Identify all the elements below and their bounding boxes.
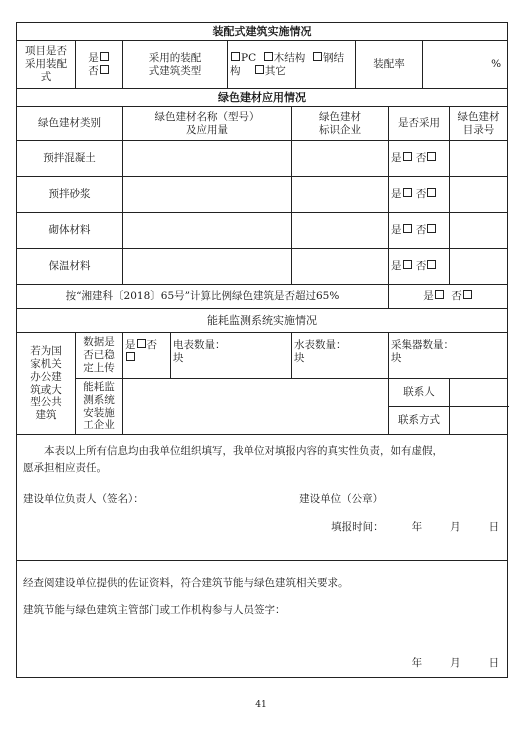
install-company-label: 能耗监 测系统 安装施 工企业 [76, 379, 123, 435]
adopted-no-checkbox[interactable] [427, 260, 436, 269]
prefab-type-options: PC 木结构 钢结 构 其它 [228, 41, 356, 89]
catalog-number-field[interactable] [450, 249, 508, 285]
prefab-rate-label: 装配率 [356, 41, 423, 89]
prefab-type-label: 采用的装配 式建筑类型 [123, 41, 228, 89]
section1-title: 装配式建筑实施情况 [17, 23, 508, 41]
header-material-category: 绿色建材类别 [17, 107, 123, 141]
collector-count[interactable]: 采集器数量： 块 [389, 333, 508, 379]
certified-company-field[interactable] [292, 141, 389, 177]
table-row [17, 213, 508, 249]
other-type-checkbox[interactable] [255, 65, 264, 74]
section2-title: 绿色建材应用情况 [17, 89, 508, 107]
adopted-yes-checkbox[interactable] [403, 152, 412, 161]
prefab-yes-checkbox[interactable] [100, 52, 109, 61]
public-building-label: 若为国 家机关 办公建 筑或大 型公共 建筑 [17, 333, 76, 435]
review-text: 经查阅建设单位提供的佐证资料，符合建筑节能与绿色建筑相关要求。 [23, 577, 349, 589]
contact-method-field[interactable] [450, 407, 508, 435]
pc-checkbox[interactable] [231, 52, 240, 61]
material-name-field[interactable] [123, 213, 292, 249]
adopted-no-checkbox[interactable] [427, 152, 436, 161]
header-certified-company: 绿色建材 标识企业 [292, 107, 389, 141]
adopted-choice: 是 否 [389, 177, 450, 213]
fill-date: 填报时间： 年 月 日 [331, 521, 500, 534]
header-material-name: 绿色建材名称（型号） 及应用量 [123, 107, 292, 141]
install-company-field[interactable] [123, 379, 389, 435]
header-adopted: 是否采用 [389, 107, 450, 141]
material-name-field[interactable] [123, 177, 292, 213]
certified-company-field[interactable] [292, 249, 389, 285]
material-category: 保温材料 [17, 249, 123, 285]
wood-structure-checkbox[interactable] [264, 52, 273, 61]
catalog-number-field[interactable] [450, 177, 508, 213]
declaration-block: 本表以上所有信息均由我单位组织填写，我单位对填报内容的真实性负责，如有虚假， 愿承担相应责任。 建设单位负责人（签名）： 建设单位（公章） 填报时间： 年 月 日 [17, 435, 508, 561]
adopted-choice: 是 否 [389, 213, 450, 249]
electric-meter-count[interactable]: 电表数量： 块 [171, 333, 292, 379]
prefab-question-label: 项目是否 采用装配 式 [17, 41, 76, 89]
prefab-no-checkbox[interactable] [100, 65, 109, 74]
upload-no-checkbox[interactable] [126, 352, 135, 361]
adopted-yes-checkbox[interactable] [403, 260, 412, 269]
percent-sign: % [491, 58, 502, 71]
contact-person-label: 联系人 [389, 379, 450, 407]
material-category: 预拌砂浆 [17, 177, 123, 213]
green-ratio-choice: 是 否 [389, 285, 508, 309]
ratio-yes-checkbox[interactable] [435, 290, 444, 299]
green-ratio-question: 按“湘建科〔2018〕65号”计算比例绿色建筑是否超过65% [17, 285, 389, 309]
adopted-no-checkbox[interactable] [427, 188, 436, 197]
review-date: 年 月 日 [411, 656, 500, 669]
review-sign-label: 建筑节能与绿色建筑主管部门或工作机构参与人员签字： [23, 603, 286, 616]
prefab-rate-field[interactable] [423, 41, 508, 89]
table-row [17, 249, 508, 285]
material-name-field[interactable] [123, 249, 292, 285]
section3-title: 能耗监测系统实施情况 [17, 309, 508, 333]
data-upload-choice: 是 否 [123, 333, 171, 379]
declaration-text: 本表以上所有信息均由我单位组织填写，我单位对填报内容的真实性负责，如有虚假， [44, 445, 443, 457]
adopted-yes-checkbox[interactable] [403, 224, 412, 233]
certified-company-field[interactable] [292, 213, 389, 249]
contact-method-label: 联系方式 [389, 407, 450, 435]
material-name-field[interactable] [123, 141, 292, 177]
certified-company-field[interactable] [292, 177, 389, 213]
table-row [17, 141, 508, 177]
green-building-form [16, 22, 508, 678]
catalog-number-field[interactable] [450, 141, 508, 177]
contact-person-field[interactable] [450, 379, 508, 407]
adopted-no-checkbox[interactable] [427, 224, 436, 233]
unit-seal-label: 建设单位（公章） [299, 492, 384, 505]
adopted-choice: 是 否 [389, 141, 450, 177]
catalog-number-field[interactable] [450, 213, 508, 249]
form-sheet [16, 22, 507, 678]
review-block [17, 561, 508, 678]
upload-yes-checkbox[interactable] [137, 339, 146, 348]
table-row [17, 177, 508, 213]
unit-leader-label: 建设单位负责人（签名）： [23, 492, 144, 505]
adopted-yes-checkbox[interactable] [403, 188, 412, 197]
steel-structure-checkbox[interactable] [313, 52, 322, 61]
data-upload-label: 数据是 否已稳 定上传 [76, 333, 123, 379]
material-category: 砌体材料 [17, 213, 123, 249]
prefab-yes-no: 是 否 [76, 41, 123, 89]
material-category: 预拌混凝土 [17, 141, 123, 177]
adopted-choice: 是 否 [389, 249, 450, 285]
water-meter-count[interactable]: 水表数量： 块 [292, 333, 389, 379]
ratio-no-checkbox[interactable] [463, 290, 472, 299]
page-number: 41 [255, 700, 267, 710]
header-catalog-number: 绿色建材 目录号 [450, 107, 508, 141]
